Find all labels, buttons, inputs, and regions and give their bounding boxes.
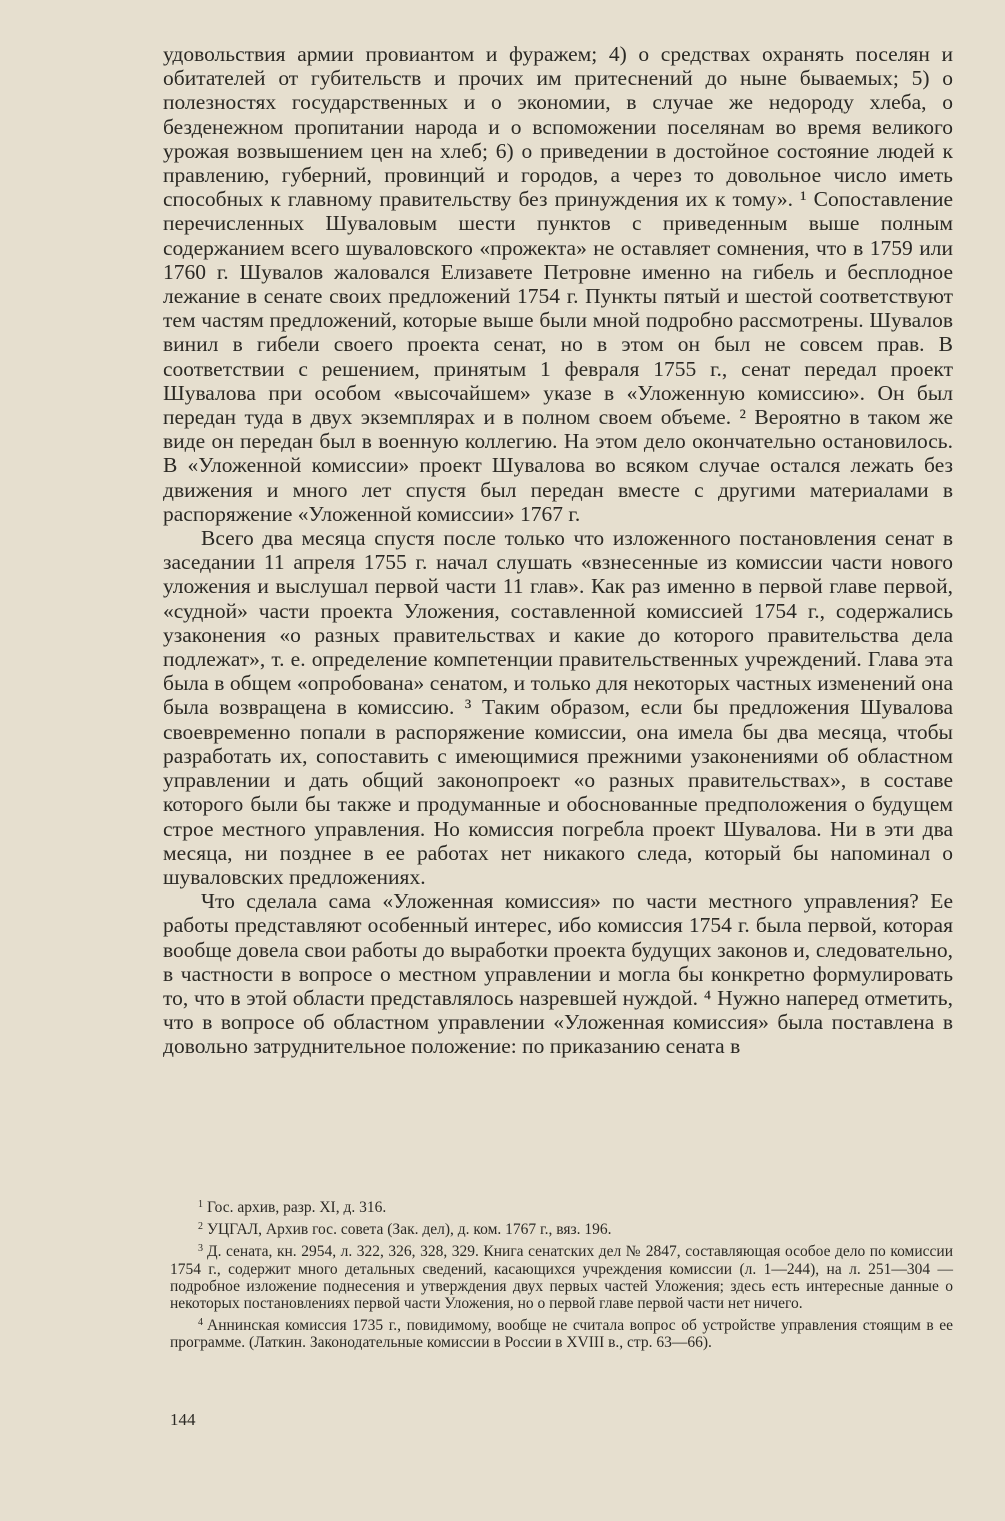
footnotes <box>170 1196 953 1354</box>
footnote-1-text: Гос. архив, разр. XI, д. 316. <box>207 1199 387 1216</box>
footnote-1 <box>170 1196 953 1216</box>
footnote-3 <box>170 1240 953 1312</box>
footnote-3-text: Д. сената, кн. 2954, л. 322, 326, 328, 329. Книга сенатских дел № 2847, составляющая особое дело по комиссии 1754 г., содержит много детальных сведений, касающихся учреждения комиссии (л. 1—244), на л. 251—304 — подробное изложение поднесения и утверждения двух первых частей Уложения; здесь есть интересные данные о некоторых постановлениях первой части Уложения, но о первой главе первой части нет ничего. <box>170 1243 953 1313</box>
footnote-3-number: 3 <box>198 1243 203 1255</box>
main-text <box>163 42 953 1059</box>
page-number: 144 <box>170 1410 196 1429</box>
paragraph-2: Всего два месяца спустя после только что изложенного постановления сенат в заседании 11 апреля 1755 г. начал слушать «взнесенные из комиссии части нового уложения и выслушал первой части 11 глав». Как раз именно в первой главе первой, «судной» части проекта Уложения, составленной комиссией 1754 г., содержались узаконения «о разных правительствах и какие до которого правительства дела подлежат», т. е. определение компетенции правительственных учреждений. Глава эта была в общем «опробована» сенатом, и только для некоторых частных изменений она была возвращена в комиссию. ³ Таким образом, если бы предложения Шувалова своевременно попали в распоряжение комиссии, она имела бы два месяца, чтобы разработать их, сопоставить с имеющимися прежними узаконениями об областном управлении и дать общий законопроект «о разных правительствах», в составе которого были бы также и продуманные и обоснованные предположения о будущем строе местного управления. Но комиссия погребла проект Шувалова. Ни в эти два месяца, ни позднее в ее работах нет никакого следа, который бы напоминал о шуваловских предложениях. <box>163 526 953 889</box>
footnote-2-text: УЦГАЛ, Архив гос. совета (Зак. дел), д. ком. 1767 г., вяз. 196. <box>207 1221 612 1239</box>
footnote-4 <box>170 1314 953 1351</box>
paragraph-3: Что сделала сама «Уложенная комиссия» по части местного управления? Ее работы представляют особенный интерес, ибо комиссия 1754 г. была первой, которая вообще довела свои работы до выработки проекта будущих законов и, следовательно, в частности в вопросе о местном управлении и могла бы конкретно формулировать то, что в этой области представлялось назревшей нуждой. ⁴ Нужно наперед отметить, что в вопросе об областном управлении «Уложенная комиссия» была поставлена в довольно затруднительное положение: по приказанию сената в <box>163 889 953 1059</box>
footnote-2-number: 2 <box>198 1221 203 1233</box>
paragraph-1: удовольствия армии провиантом и фуражем; 4) о средствах охранять поселян и обитателей от губительств и прочих им притеснений до ныне бываемых; 5) о полезностях государственных и о экономии, в случае же недороду хлеба, о безденежном пропитании народа и о вспоможении поселянам во время великого урожая возвышением цен на хлеб; 6) о приведении в достойное состояние людей к правлению, губерний, провинций и городов, а через то довольное число иметь способных к главному правительству без принуждения их к тому». ¹ Сопоставление перечисленных Шуваловым шести пунктов с приведенным выше полным содержанием всего шуваловского «прожекта» не оставляет сомнения, что в 1759 или 1760 г. Шувалов жаловался Елизавете Петровне именно на гибель и бесплодное лежание в сенате своих предложений 1754 г. Пункты пятый и шестой соответствуют тем частям предложений, которые выше были мной подробно рассмотрены. Шувалов винил в гибели своего проекта сенат, но в этом он был не совсем прав. В соответствии с решением, принятым 1 февраля 1755 г., сенат передал проект Шувалова при особом «высочайшем» указе в «Уложенную комиссию». Он был передан туда в двух экземплярах и в полном своем объеме. ² Вероятно в таком же виде он передан был в военную коллегию. На этом дело окончательно остановилось. В «Уложенной комиссии» проект Шувалова во всяком случае остался лежать без движения и много лет спустя был передан вместе с другими материалами в распоряжение «Уложенной комиссии» 1767 г. <box>163 42 953 526</box>
footnote-2 <box>170 1218 953 1238</box>
footnote-1-number: 1 <box>198 1199 203 1210</box>
footnote-4-text: Аннинская комиссия 1735 г., повидимому, вообще не считала вопрос об устройстве управления стоящим в ее программе. (Латкин. Законодательные комиссии в России в XVIII в., стр. 63—66). <box>170 1317 953 1352</box>
footnote-4-number: 4 <box>198 1317 203 1329</box>
